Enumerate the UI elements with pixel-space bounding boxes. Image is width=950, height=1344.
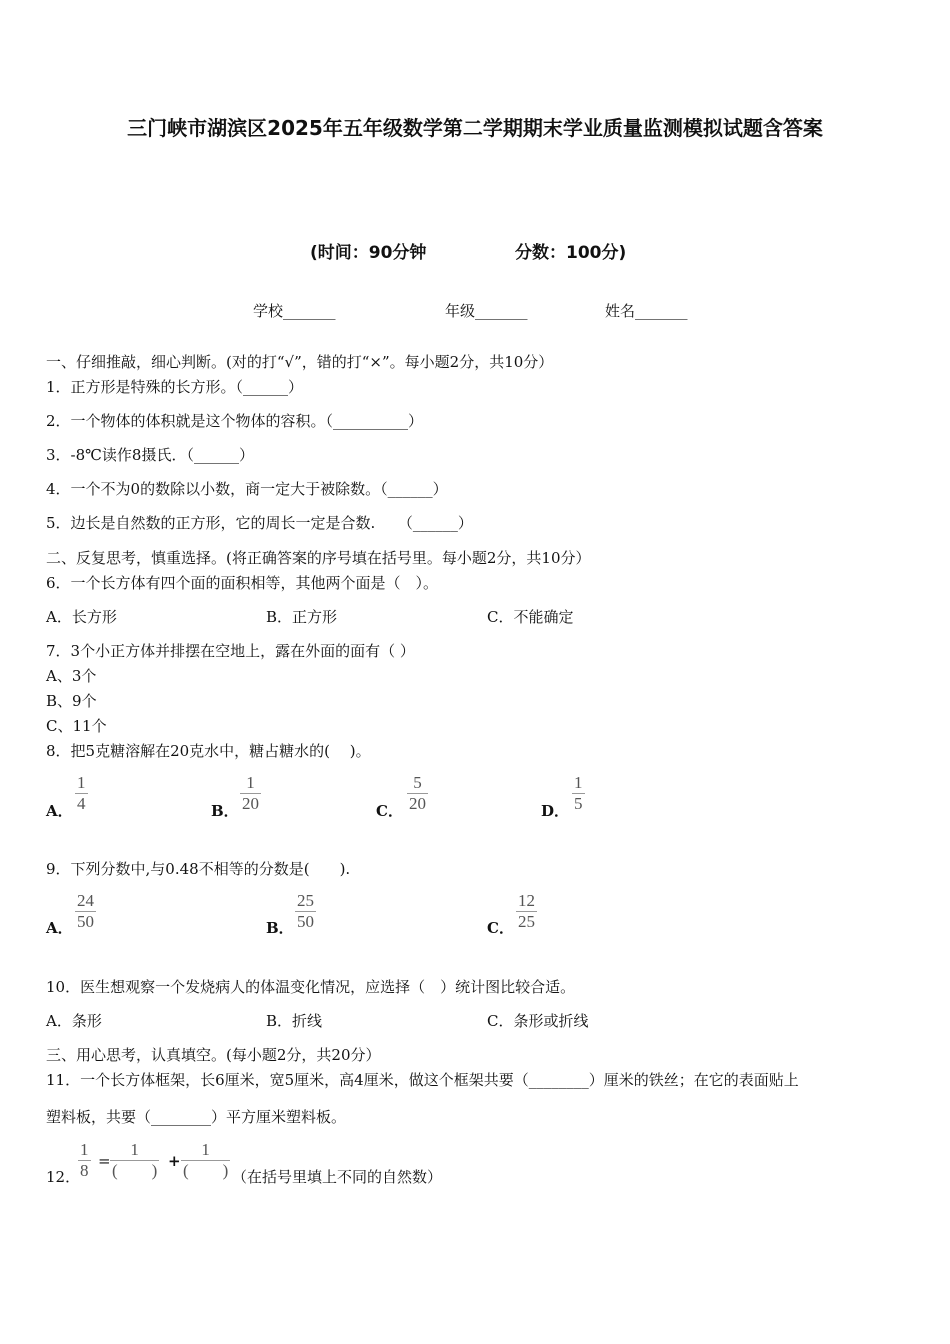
question-8-fraction-a xyxy=(75,773,88,814)
question-4: 4．一个不为0的数除以小数，商一定大于被除数。（______） xyxy=(46,480,448,498)
question-7-option-b: B、9个 xyxy=(46,692,97,710)
numerator: 24 xyxy=(77,891,94,910)
numerator: 1 xyxy=(240,773,261,794)
question-9-option-c: C． xyxy=(487,919,514,937)
question-9-option-b: B． xyxy=(266,919,294,937)
question-8: 8．把5克糖溶解在20克水中，糖占糖水的( )。 xyxy=(46,742,371,760)
question-8-option-b: B． xyxy=(211,802,239,820)
numerator: 1 xyxy=(77,773,86,792)
question-10-option-a: A．条形 xyxy=(46,1012,102,1030)
question-6-option-b: B．正方形 xyxy=(266,608,338,626)
grade-field: 年级_______ xyxy=(445,302,528,320)
question-8-fraction-c xyxy=(407,773,428,814)
question-9-fraction-b xyxy=(295,891,316,932)
denominator: 50 xyxy=(77,912,94,931)
question-9-fraction-c xyxy=(516,891,537,932)
numerator: 1 xyxy=(110,1140,159,1161)
section3-heading: 三、用心思考，认真填空。(每小题2分，共20分） xyxy=(46,1046,381,1064)
page-title: 三门峡市湖滨区2025年五年级数学第二学期期末学业质量监测模拟试题含答案 xyxy=(127,116,823,140)
question-8-option-d: D． xyxy=(541,802,570,820)
question-12-fraction-3 xyxy=(181,1140,230,1181)
section2-heading: 二、反复思考，慎重选择。(将正确答案的序号填在括号里。每小题2分，共10分） xyxy=(46,549,591,567)
denominator: ( ) xyxy=(183,1161,229,1180)
plus-sign: + xyxy=(168,1152,181,1170)
question-10-option-b: B．折线 xyxy=(266,1012,323,1030)
question-6: 6．一个长方体有四个面的面积相等，其他两个面是（ ）。 xyxy=(46,574,439,592)
question-12-instruction: （在括号里填上不同的自然数） xyxy=(232,1168,443,1186)
question-10-option-c: C．条形或折线 xyxy=(487,1012,589,1030)
question-9: 9．下列分数中,与0.48不相等的分数是( ). xyxy=(46,860,351,878)
question-11-line-1: 11．一个长方体框架，长6厘米，宽5厘米，高4厘米，做这个框架共要（________）厘米的铁丝；在它的表面贴上 xyxy=(46,1071,799,1089)
question-8-fraction-b xyxy=(240,773,261,814)
numerator: 1 xyxy=(181,1140,230,1161)
question-6-option-c: C．不能确定 xyxy=(487,608,574,626)
exam-score: 分数：100分) xyxy=(515,243,627,263)
exam-time: (时间：90分钟 xyxy=(310,243,427,263)
question-2: 2．一个物体的体积就是这个物体的容积。（__________） xyxy=(46,412,424,430)
question-12-number: 12． xyxy=(46,1168,81,1186)
denominator: 25 xyxy=(518,912,535,931)
question-7-option-a: A、3个 xyxy=(46,667,97,685)
section1-heading: 一、仔细推敲，细心判断。(对的打“√”，错的打“×”。每小题2分，共10分） xyxy=(46,353,554,371)
question-9-option-a: A． xyxy=(46,919,73,937)
question-1: 1．正方形是特殊的长方形。（______） xyxy=(46,378,304,396)
denominator: 8 xyxy=(80,1161,89,1180)
question-8-option-c: C． xyxy=(376,802,403,820)
denominator: 20 xyxy=(409,794,426,813)
school-field: 学校_______ xyxy=(253,302,336,320)
question-10: 10．医生想观察一个发烧病人的体温变化情况，应选择（ ）统计图比较合适。 xyxy=(46,978,576,996)
numerator: 12 xyxy=(518,891,535,910)
question-9-fraction-a xyxy=(75,891,96,932)
denominator: ( ) xyxy=(112,1161,158,1180)
question-6-option-a: A．长方形 xyxy=(46,608,117,626)
question-3: 3．-8℃读作8摄氏．（______） xyxy=(46,446,254,464)
numerator: 25 xyxy=(297,891,314,910)
question-7-option-c: C、11个 xyxy=(46,717,107,735)
question-8-option-a: A． xyxy=(46,802,73,820)
denominator: 4 xyxy=(77,794,86,813)
question-12-fraction-2 xyxy=(110,1140,159,1181)
question-8-fraction-d xyxy=(572,773,585,814)
question-5: 5．边长是自然数的正方形，它的周长一定是合数. （______） xyxy=(46,514,473,532)
denominator: 20 xyxy=(242,794,259,813)
denominator: 50 xyxy=(297,912,314,931)
equals-sign: = xyxy=(98,1152,111,1170)
question-12-fraction-1 xyxy=(78,1140,91,1181)
numerator: 1 xyxy=(80,1140,89,1159)
question-11-line-2: 塑料板，共要（________）平方厘米塑料板。 xyxy=(46,1108,347,1126)
numerator: 1 xyxy=(574,773,583,792)
denominator: 5 xyxy=(574,794,583,813)
name-field: 姓名_______ xyxy=(605,302,688,320)
numerator: 5 xyxy=(407,773,428,794)
question-7: 7．3个小正方体并排摆在空地上，露在外面的面有（ ） xyxy=(46,642,415,660)
